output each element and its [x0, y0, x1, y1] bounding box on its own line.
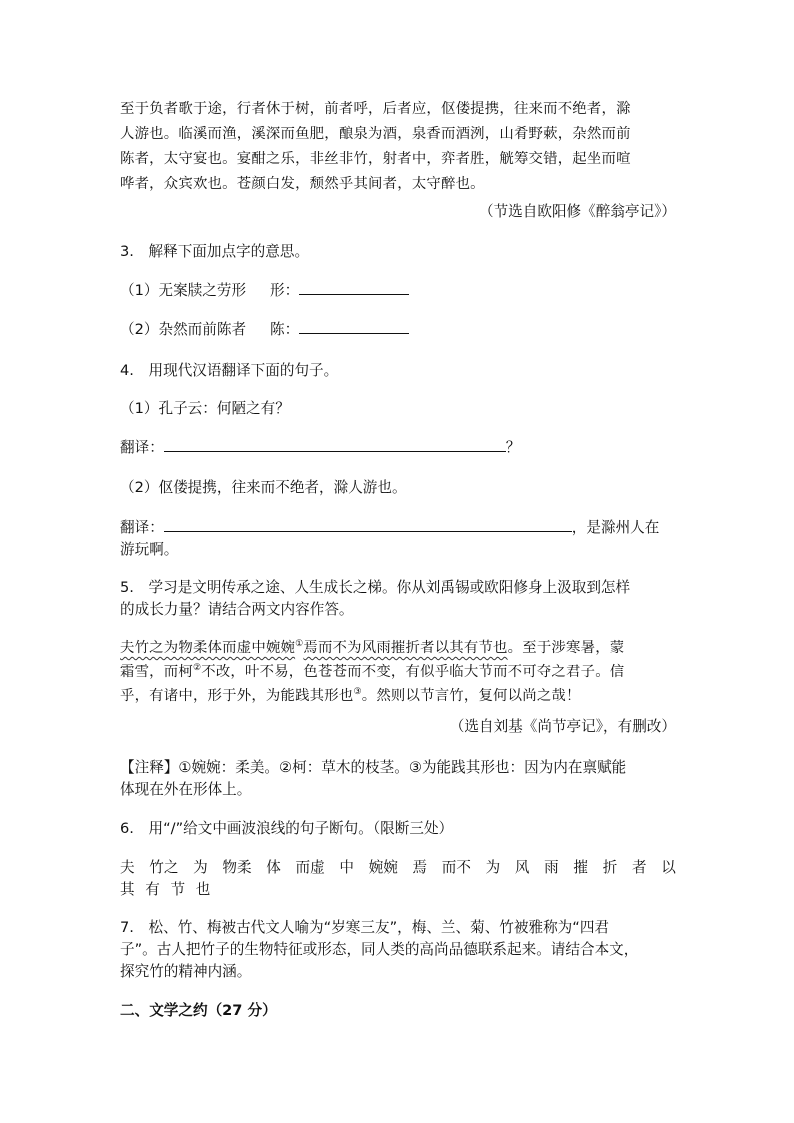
word: 焉 [412, 859, 428, 876]
q3-item1-label: 形： [270, 282, 300, 299]
q4-translation1 [120, 436, 676, 457]
translation-label: 翻译： [120, 439, 164, 456]
q6-sentence-row [120, 878, 676, 899]
word: 以 [661, 859, 676, 876]
q4-item2: （2）伛偻提携，往来而不绝者，滁人游也。 [120, 479, 407, 496]
wavy-underlined-text: 焉而不为风雨摧折者以其有节也 [303, 640, 508, 656]
word: 婉婉 [368, 859, 398, 876]
word: 风 [514, 859, 530, 876]
word: 夫 [120, 859, 135, 876]
q4-translation2 [120, 516, 676, 537]
word: 者 [631, 859, 647, 876]
passage1-line: 陈者，太守宴也。宴酣之乐，非丝非竹，射者中，弈者胜，觥筹交错，起坐而喧 [120, 151, 631, 167]
wavy-underlined-text: 夫竹之为物柔体而虚中婉婉 [120, 640, 296, 656]
word: 雨 [544, 859, 559, 876]
answer-blank[interactable] [299, 319, 409, 334]
passage1-line: 人游也。临溪而渔，溪深而鱼肥，酿泉为酒，泉香而酒洌，山肴野蔌，杂然而前 [120, 126, 631, 142]
passage2-line [120, 636, 676, 657]
q7-line: 子”。古人把竹子的生物特征或形态，同人类的高尚品德联系起来。请结合本文， [120, 941, 639, 958]
q7-line: 7. 松、竹、梅被古代文人喻为“岁寒三友”，梅、兰、菊、竹被雅称为“四君 [120, 919, 610, 936]
q7-line: 探究竹的精神内涵。 [120, 963, 252, 980]
q5-line: 的成长力量？请结合两文内容作答。 [120, 601, 354, 618]
translation-label: 翻译： [120, 519, 164, 536]
word: 摧 [573, 859, 589, 876]
word: 体 [266, 859, 281, 876]
passage1-line: 至于负者歌于途，行者休于树，前者呼，后者应，伛偻提携，往来而不绝者，滁 [120, 101, 631, 117]
q4-translation2-cont: 游玩啊。 [120, 541, 179, 558]
notes-line: 【注释】①婉婉：柔美。②柯：草木的枝茎。③为能践其形也：因为内在禀赋能 [120, 759, 627, 776]
word: 有 [145, 881, 160, 898]
q3-item2-label: 陈： [270, 321, 300, 338]
q6-sentence-row [120, 856, 676, 877]
word: 竹之 [149, 859, 179, 876]
translation-end: ？ [505, 439, 521, 456]
q3-item1-text: （1）无案牍之劳形 [120, 282, 247, 299]
word: 中 [339, 859, 354, 876]
passage2-source: （选自刘基《尚节亭记》，有删改） [449, 718, 676, 735]
footnote-marker: ③ [353, 687, 362, 698]
word: 而虚 [295, 859, 325, 876]
word: 其 [120, 881, 135, 898]
answer-blank[interactable] [164, 437, 506, 452]
q6-stem: 6. 用“/”给文中画波浪线的句子断句。（限断三处） [120, 820, 454, 837]
q4-item1: （1）孔子云：何陋之有？ [120, 400, 290, 417]
q5-line: 5. 学习是文明传承之途、人生成长之梯。你从刘禹锡或欧阳修身上汲取到怎样 [120, 579, 631, 596]
q4-stem: 4. 用现代汉语翻译下面的句子。 [120, 362, 339, 379]
word: 折 [602, 859, 618, 876]
passage2-text: 乎，有诸中，形于外，为能践其形也 [120, 688, 354, 704]
passage2-text: 。然则以节言竹，复何以尚之哉！ [361, 688, 581, 704]
passage2-text: 。至于涉寒暑，蒙 [507, 640, 625, 656]
passage1-line: 哗者，众宾欢也。苍颜白发，颓然乎其间者，太守醉也。 [120, 176, 485, 192]
section-title: 二、文学之约（27 分） [120, 1002, 277, 1019]
q3-item2-text: （2）杂然而前陈者 [120, 321, 247, 338]
passage2-line [120, 660, 676, 681]
passage2-line [120, 684, 676, 705]
passage2-text: 霜雪，而柯 [120, 664, 193, 680]
footnote-marker: ② [192, 663, 202, 674]
word: 为 [485, 859, 501, 876]
word: 节 [170, 881, 186, 898]
answer-blank[interactable] [164, 517, 572, 532]
passage2-text: 不改，叶不易，色苍苍而不变，有似乎临大节而不可夺之君子。信 [201, 664, 625, 680]
notes-line: 体现在外在形体上。 [120, 781, 252, 798]
word: 物柔 [222, 859, 252, 876]
answer-blank[interactable] [299, 280, 409, 295]
q3-stem: 3. 解释下面加点字的意思。 [120, 243, 310, 260]
q3-item1 [120, 279, 676, 300]
translation-end: ，是滁州人在 [571, 519, 660, 536]
word: 也 [195, 881, 211, 898]
word: 为 [193, 859, 208, 876]
footnote-marker: ① [295, 639, 304, 650]
word: 而不 [441, 859, 471, 876]
q3-item2 [120, 318, 676, 339]
passage1-source: （节选自欧阳修《醉翁亭记》） [478, 203, 676, 220]
